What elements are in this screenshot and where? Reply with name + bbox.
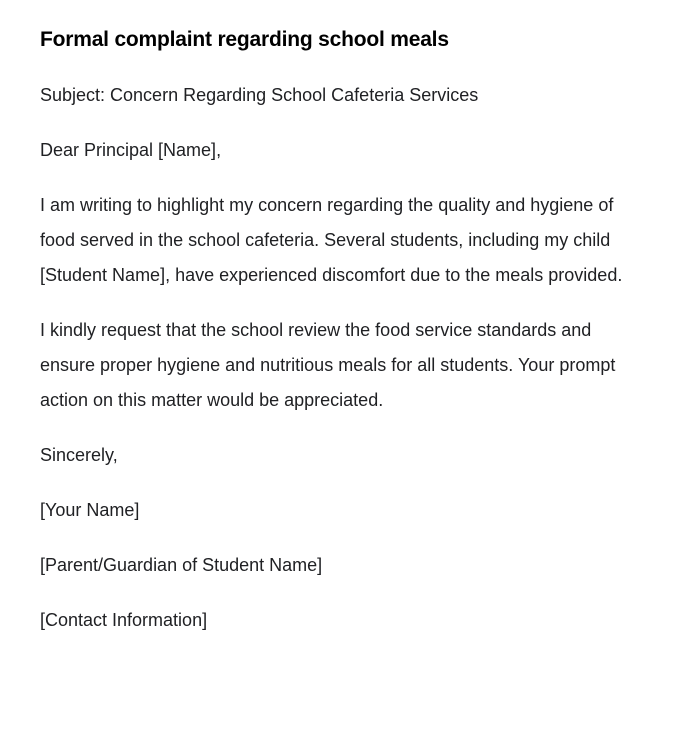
signature-role-placeholder: [Parent/Guardian of Student Name] <box>40 555 323 575</box>
subject-line: Subject: Concern Regarding School Cafeteria Services <box>40 85 479 105</box>
signature-name-placeholder: [Your Name] <box>40 500 140 520</box>
signature-contact-placeholder: [Contact Information] <box>40 610 208 630</box>
closing-line: Sincerely, <box>40 445 118 465</box>
body-paragraph-1: I am writing to highlight my concern regarding the quality and hygiene of food served in the school cafeteria. Several students, including my child [Student Name], have experienced discomfort due to the meals provided. <box>40 195 623 285</box>
page-title: Formal complaint regarding school meals <box>40 28 449 51</box>
salutation-line: Dear Principal [Name], <box>40 140 222 160</box>
body-paragraph-2: I kindly request that the school review the food service standards and ensure proper hygiene and nutritious meals for all students. Your prompt action on this matter would be appreciated. <box>40 320 616 410</box>
